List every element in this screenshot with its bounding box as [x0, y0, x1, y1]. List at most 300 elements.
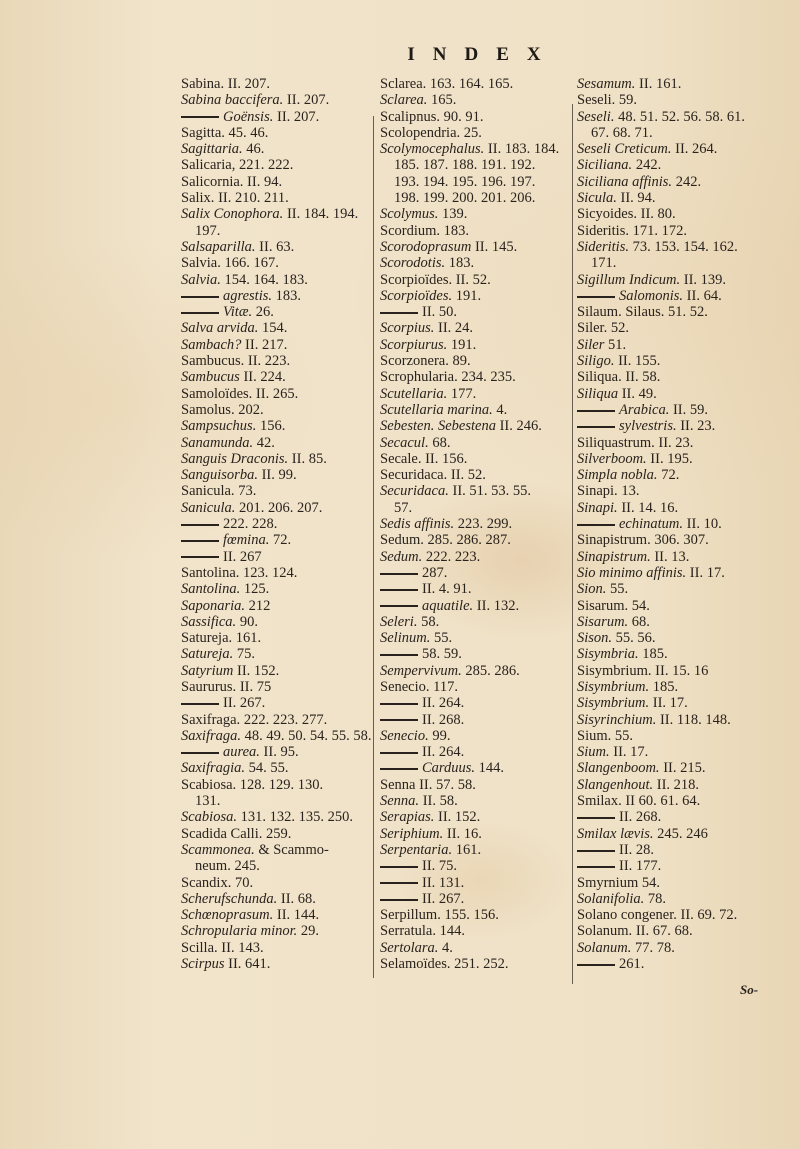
index-entry [181, 760, 371, 776]
entry-page-refs: 285. 286. 287. [427, 532, 511, 549]
entry-page-refs: 183. [448, 255, 475, 272]
entry-name: Solanifolia. [577, 890, 645, 907]
entry-name: Salvia. [181, 255, 221, 272]
entry-page-refs: II. 152. [236, 662, 280, 679]
entry-page-refs: 155. 156. [444, 907, 499, 924]
index-entry [380, 451, 570, 467]
index-entry [181, 483, 371, 499]
index-entry [380, 386, 570, 402]
ditto-dash [380, 899, 418, 901]
index-entry [577, 630, 777, 646]
entry-page-refs: 259. [265, 825, 292, 842]
ditto-dash [380, 768, 418, 770]
entry-page-refs: 306. 307. [654, 532, 709, 549]
entry-page-refs: 261. [619, 956, 645, 973]
index-entry [181, 157, 371, 173]
entry-name: Scadida Calli. [181, 825, 263, 842]
entry-page-refs: 131. [195, 793, 221, 810]
entry-page-refs: 70. [234, 874, 254, 891]
index-entry [577, 809, 777, 825]
entry-page-refs: 171. [591, 255, 617, 272]
entry-page-refs: II. 267. [422, 890, 465, 907]
entry-name: Sinapi. [577, 499, 618, 516]
index-entry [577, 875, 777, 891]
index-entry [380, 272, 570, 288]
index-entry [380, 875, 570, 891]
entry-name: Satyrium [181, 662, 234, 679]
entry-page-refs: 177. [450, 385, 477, 402]
entry-page-refs: 185. 187. 188. 191. 192. [394, 157, 536, 174]
entry-name: Securidaca. [380, 483, 449, 500]
index-column-1 [181, 76, 371, 972]
index-entry [380, 239, 570, 255]
index-entry [380, 646, 570, 662]
index-entry [577, 418, 777, 434]
index-entry [577, 940, 777, 956]
entry-page-refs: 156. [259, 418, 286, 435]
entry-page-refs: II. 156. [425, 450, 468, 467]
entry-page-refs: II. 17. [689, 564, 725, 581]
index-entry [380, 320, 570, 336]
index-entry [577, 549, 777, 565]
entry-page-refs: 4. [442, 939, 453, 956]
entry-page-refs: II. 50. [422, 304, 458, 321]
entry-name: Siler [577, 336, 605, 353]
entry-page-refs: II. 23. [658, 434, 694, 451]
index-entry [577, 255, 777, 271]
index-entry [577, 532, 777, 548]
index-entry [181, 255, 371, 271]
entry-name: Secale. [380, 450, 422, 467]
entry-name: Goënsis. [223, 108, 274, 125]
index-entry [577, 288, 777, 304]
index-entry [577, 190, 777, 206]
index-entry [181, 826, 371, 842]
ditto-dash [181, 556, 219, 558]
index-entry [380, 402, 570, 418]
entry-page-refs: II. 69. 72. [680, 907, 738, 924]
entry-page-refs: II. 68. [280, 890, 316, 907]
index-entry [577, 483, 777, 499]
entry-name: Sisymbrium. [577, 695, 650, 712]
entry-page-refs: II. 177. [619, 858, 662, 875]
entry-name: Scammonea. [181, 841, 255, 858]
entry-name: Siler. [577, 320, 608, 337]
index-entry [380, 337, 570, 353]
entry-page-refs: II. 183. 184. [487, 141, 560, 158]
index-entry [380, 125, 570, 141]
entry-page-refs: 73. [238, 483, 257, 500]
entry-name: Satureja. [181, 630, 233, 647]
entry-page-refs: II 60. 61. 64. [625, 793, 701, 810]
entry-page-refs: 58. 59. [422, 646, 462, 663]
index-entry [380, 614, 570, 630]
entry-page-refs: 202. [238, 401, 264, 418]
entry-page-refs: 221. 222. [238, 157, 294, 174]
index-entry [380, 467, 570, 483]
index-entry [577, 663, 777, 679]
ditto-dash [380, 882, 418, 884]
index-entry [577, 141, 777, 157]
entry-page-refs: II. 210. 211. [218, 190, 289, 207]
entry-page-refs: 144. [478, 760, 505, 777]
catchword: So- [740, 982, 759, 997]
entry-page-refs: II. 24. [438, 320, 474, 337]
entry-name: Sanicula. [181, 483, 235, 500]
entry-name: Sinapistrum. [577, 548, 651, 565]
entry-name: Samoloïdes. [181, 385, 253, 402]
index-column-2 [380, 76, 570, 972]
index-entry [577, 891, 777, 907]
entry-name: Scorpioïdes. [380, 271, 453, 288]
index-entry [577, 386, 777, 402]
index-entry [577, 516, 777, 532]
entry-page-refs: II. 207. [286, 92, 330, 109]
entry-page-refs: 161. [455, 841, 482, 858]
entry-name: Sisarum. [577, 613, 629, 630]
entry-page-refs: II. 224. [243, 369, 286, 386]
entry-page-refs: 90. [239, 613, 258, 630]
index-entry [181, 223, 371, 239]
entry-page-refs: 197. [195, 222, 221, 239]
entry-name: Scorpius. [380, 320, 435, 337]
index-entry [380, 598, 570, 614]
index-entry [181, 337, 371, 353]
index-entry [380, 532, 570, 548]
index-entry [181, 907, 371, 923]
index-entry [181, 386, 371, 402]
index-entry [380, 516, 570, 532]
index-entry [380, 141, 570, 157]
entry-page-refs: 55. 56. [615, 630, 656, 647]
entry-page-refs: 51. 52. [668, 304, 708, 321]
entry-page-refs: 48. 49. 50. 54. 55. 58. [244, 727, 372, 744]
entry-page-refs: 125. [243, 581, 270, 598]
index-entry [380, 630, 570, 646]
entry-page-refs: 77. 78. [635, 939, 675, 956]
entry-name: Sebesten. Sebestena [380, 418, 496, 435]
index-entry [577, 337, 777, 353]
entry-page-refs: 75. [236, 646, 255, 663]
entry-page-refs: II. 75. [422, 858, 458, 875]
entry-name: Salicornia. [181, 173, 244, 190]
entry-name: Sanicula. [181, 499, 236, 516]
entry-name: Scutellaria marina. [380, 401, 493, 418]
entry-page-refs: II. 155. [618, 353, 661, 370]
ditto-dash [577, 850, 615, 852]
entry-page-refs: II. 161. [639, 76, 682, 92]
index-entry [181, 125, 371, 141]
entry-page-refs: 68. [432, 434, 451, 451]
ditto-dash [577, 426, 615, 428]
index-entry [577, 320, 777, 336]
entry-page-refs: 191. [450, 336, 477, 353]
entry-name: Silverboom. [577, 450, 647, 467]
entry-page-refs: 67. 68. 71. [591, 124, 653, 141]
index-entry [380, 353, 570, 369]
entry-name: Scorpioïdes. [380, 287, 453, 304]
index-entry [380, 369, 570, 385]
entry-name: Seriphium. [380, 825, 444, 842]
entry-page-refs: 4. [496, 401, 508, 418]
entry-page-refs: II. 23. [680, 418, 716, 435]
index-entry [577, 744, 777, 760]
entry-name: Sambach? [181, 336, 242, 353]
index-entry [577, 695, 777, 711]
index-entry [181, 858, 371, 874]
entry-name: Sisyrinchium. [577, 711, 657, 728]
entry-name: Sison. [577, 630, 613, 647]
entry-page-refs: 72. [661, 467, 680, 484]
entry-name: Simpla nobla. [577, 467, 658, 484]
index-entry [577, 826, 777, 842]
ditto-dash [181, 703, 219, 705]
entry-name: Sanguis Draconis. [181, 450, 289, 467]
entry-page-refs: II. 67. 68. [635, 923, 693, 940]
entry-page-refs: 183. [443, 222, 470, 239]
entry-name: Sicula. [577, 190, 617, 207]
index-entry [181, 174, 371, 190]
index-entry [577, 451, 777, 467]
entry-name: Seseli. [577, 108, 615, 125]
entry-page-refs: 72. [272, 532, 292, 549]
entry-page-refs: II. 75 [239, 678, 272, 695]
entry-page-refs: II. 85. [291, 450, 327, 467]
index-entry [380, 728, 570, 744]
index-entry [577, 956, 777, 972]
index-entry [181, 190, 371, 206]
index-entry [577, 858, 777, 874]
entry-name: Siciliana. [577, 157, 633, 174]
entry-page-refs: 59. [618, 92, 638, 109]
index-entry [181, 793, 371, 809]
entry-page-refs: II. 58. [625, 369, 661, 386]
index-entry [181, 141, 371, 157]
index-entry [181, 663, 371, 679]
entry-name: Solanum. [577, 923, 633, 940]
index-entry [181, 304, 371, 320]
entry-page-refs: II. 184. 194. [286, 206, 359, 223]
entry-page-refs: 251. 252. [454, 956, 509, 973]
entry-page-refs: II. 641. [228, 956, 271, 973]
entry-page-refs: 165. [431, 92, 457, 109]
entry-name: Sambucus [181, 369, 240, 386]
entry-page-refs: 55. [610, 581, 629, 598]
entry-page-refs: II. 94. [620, 190, 656, 207]
entry-name: Siliqua. [577, 369, 622, 386]
entry-page-refs: neum. 245. [195, 858, 260, 875]
index-entry [380, 190, 570, 206]
index-entry [181, 679, 371, 695]
index-entry [380, 500, 570, 516]
ditto-dash [181, 752, 219, 754]
entry-name: Scalipnus. [380, 108, 441, 125]
index-entry [380, 760, 570, 776]
entry-page-refs: II. 264. [422, 695, 465, 712]
entry-name: Scorpiurus. [380, 336, 448, 353]
index-entry [380, 793, 570, 809]
entry-page-refs: 222. 223. 277. [243, 711, 328, 728]
index-entry [380, 712, 570, 728]
entry-name: Sclarea. [380, 76, 427, 92]
index-entry [380, 679, 570, 695]
entry-page-refs: 242. [635, 157, 662, 174]
page-title: INDEX [407, 44, 559, 65]
index-entry [181, 744, 371, 760]
entry-name: Selamoïdes. [380, 956, 451, 973]
entry-page-refs: 78. [647, 890, 667, 907]
index-entry [577, 304, 777, 320]
entry-page-refs: II. 267 [223, 548, 262, 565]
entry-page-refs: II. 145. [474, 238, 518, 255]
entry-name: Siliquastrum. [577, 434, 655, 451]
entry-page-refs: 123. 124. [243, 564, 298, 581]
index-entry [380, 891, 570, 907]
entry-name: Sesamum. [577, 76, 636, 92]
ditto-dash [380, 605, 418, 607]
entry-name: Saponaria. [181, 597, 246, 614]
entry-page-refs: 185. [642, 646, 668, 663]
index-entry [181, 109, 371, 125]
entry-name: Santolina. [181, 564, 240, 581]
index-entry [181, 353, 371, 369]
index-entry [577, 581, 777, 597]
entry-name: Sedum. [380, 548, 423, 565]
index-entry [577, 907, 777, 923]
entry-name: Sisarum. [577, 597, 629, 614]
entry-name: Seleri. [380, 613, 418, 630]
ditto-dash [181, 540, 219, 542]
index-entry [181, 712, 371, 728]
entry-page-refs: & Scammo- [258, 841, 329, 858]
entry-name: Slangenhout. [577, 776, 654, 793]
entry-name: Senna. [380, 793, 420, 810]
index-entry [577, 223, 777, 239]
entry-page-refs: II. 131. [422, 874, 465, 891]
entry-name: Sinapi. [577, 483, 618, 500]
entry-name: Sicyoides. [577, 206, 638, 223]
ditto-dash [380, 312, 418, 314]
index-entry [577, 712, 777, 728]
index-entry [577, 76, 777, 92]
entry-name: Scorodoprasum [380, 238, 472, 255]
entry-page-refs: 222. 228. [223, 516, 278, 533]
entry-page-refs: 163. 164. 165. [429, 76, 514, 92]
index-entry [380, 744, 570, 760]
entry-name: Scherufschunda. [181, 890, 278, 907]
entry-page-refs: 161. [235, 630, 262, 647]
index-entry [577, 793, 777, 809]
entry-page-refs: 128. 129. 130. [239, 776, 324, 793]
ditto-dash [577, 964, 615, 966]
index-entry [577, 565, 777, 581]
index-entry [380, 842, 570, 858]
entry-name: aquatile. [422, 597, 474, 614]
index-entry [181, 418, 371, 434]
index-entry [181, 923, 371, 939]
entry-name: Scorzonera. [380, 353, 449, 370]
index-entry [380, 695, 570, 711]
entry-name: Senecio. [380, 727, 429, 744]
entry-name: Sedis affinis. [380, 516, 455, 533]
index-entry [380, 92, 570, 108]
entry-page-refs: 183. [275, 287, 302, 304]
index-entry [577, 777, 777, 793]
entry-name: Senna [380, 776, 416, 793]
index-entry [181, 809, 371, 825]
entry-page-refs: 58. [421, 613, 440, 630]
entry-name: Seseli Creticum. [577, 141, 672, 158]
entry-page-refs: 139. [442, 206, 468, 223]
entry-name: Seseli. [577, 92, 616, 109]
entry-name: Salicaria, [181, 157, 236, 174]
entry-name: Serratula. [380, 923, 436, 940]
entry-page-refs: 212 [248, 597, 271, 614]
index-entry [380, 923, 570, 939]
index-entry [181, 435, 371, 451]
entry-name: Scrophularia. [380, 369, 458, 386]
entry-name: Sigillum Indicum. [577, 271, 681, 288]
entry-page-refs: 55. [433, 630, 453, 647]
entry-name: Siciliana affinis. [577, 173, 673, 190]
column-divider [373, 116, 374, 978]
entry-page-refs: 223. 299. [457, 516, 513, 533]
index-entry [577, 679, 777, 695]
entry-name: Serpillum. [380, 907, 441, 924]
entry-page-refs: 48. 51. 52. 56. 58. 61. [618, 108, 745, 125]
entry-name: Salix Conophora. [181, 206, 284, 223]
index-entry [577, 760, 777, 776]
entry-page-refs: II. 51. 53. 55. [452, 483, 532, 500]
entry-page-refs: 57. [394, 499, 413, 516]
index-entry [181, 598, 371, 614]
index-entry [380, 223, 570, 239]
ditto-dash [577, 817, 615, 819]
index-entry [380, 940, 570, 956]
entry-name: Satureja. [181, 646, 234, 663]
index-entry [181, 451, 371, 467]
entry-name: Serapias. [380, 809, 435, 826]
index-entry [380, 174, 570, 190]
entry-name: agrestis. [223, 287, 273, 304]
index-entry [577, 369, 777, 385]
entry-page-refs: II. 144. [276, 907, 320, 924]
entry-name: aurea. [223, 744, 260, 761]
entry-page-refs: II. 118. 148. [659, 711, 731, 728]
index-entry [577, 92, 777, 108]
ditto-dash [380, 719, 418, 721]
entry-page-refs: II. 95. [263, 744, 299, 761]
entry-page-refs: II. 59. [672, 401, 709, 418]
entry-page-refs: 171. 172. [632, 222, 687, 239]
ditto-dash [181, 524, 219, 526]
entry-page-refs: II. 207. [227, 76, 271, 92]
entry-page-refs: II. 267. [223, 695, 266, 712]
entry-name: Sisymbrium. [577, 662, 652, 679]
index-entry [380, 157, 570, 173]
entry-page-refs: II. 268. [422, 711, 465, 728]
index-entry [577, 467, 777, 483]
entry-page-refs: 54. [641, 874, 660, 891]
index-entry [181, 891, 371, 907]
ditto-dash [577, 410, 615, 412]
entry-page-refs: 54. 55. [248, 760, 289, 777]
entry-name: Sabina baccifera. [181, 92, 284, 109]
index-entry [380, 826, 570, 842]
entry-page-refs: II. 143. [221, 939, 264, 956]
index-entry [577, 646, 777, 662]
index-entry [181, 206, 371, 222]
